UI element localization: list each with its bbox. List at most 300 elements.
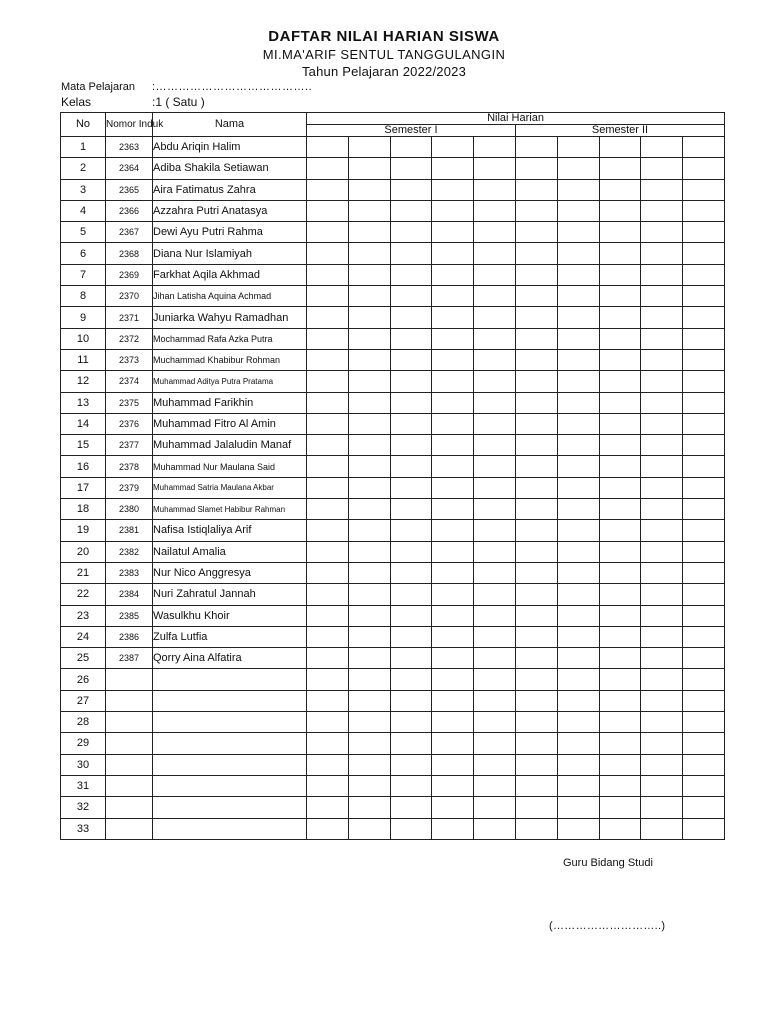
grade-cell-semester-1[interactable] <box>390 605 432 626</box>
grade-cell-semester-2[interactable] <box>599 712 641 733</box>
grade-cell-semester-1[interactable] <box>474 456 516 477</box>
grade-cell-semester-1[interactable] <box>390 584 432 605</box>
grade-cell-semester-2[interactable] <box>641 307 683 328</box>
grade-cell-semester-2[interactable] <box>557 307 599 328</box>
grade-cell-semester-1[interactable] <box>390 137 432 158</box>
grade-cell-semester-1[interactable] <box>432 243 474 264</box>
grade-cell-semester-2[interactable] <box>515 669 557 690</box>
grade-cell-semester-2[interactable] <box>557 222 599 243</box>
grade-cell-semester-2[interactable] <box>599 307 641 328</box>
grade-cell-semester-1[interactable] <box>307 669 349 690</box>
grade-cell-semester-2[interactable] <box>557 200 599 221</box>
grade-cell-semester-1[interactable] <box>390 349 432 370</box>
grade-cell-semester-2[interactable] <box>599 328 641 349</box>
grade-cell-semester-2[interactable] <box>641 392 683 413</box>
grade-cell-semester-1[interactable] <box>348 392 390 413</box>
grade-cell-semester-2[interactable] <box>515 626 557 647</box>
grade-cell-semester-2[interactable] <box>683 307 725 328</box>
grade-cell-semester-1[interactable] <box>474 584 516 605</box>
grade-cell-semester-2[interactable] <box>641 669 683 690</box>
grade-cell-semester-2[interactable] <box>557 733 599 754</box>
grade-cell-semester-1[interactable] <box>307 435 349 456</box>
grade-cell-semester-1[interactable] <box>474 222 516 243</box>
grade-cell-semester-2[interactable] <box>641 584 683 605</box>
grade-cell-semester-1[interactable] <box>432 307 474 328</box>
grade-cell-semester-1[interactable] <box>307 392 349 413</box>
grade-cell-semester-2[interactable] <box>599 392 641 413</box>
grade-cell-semester-1[interactable] <box>432 754 474 775</box>
grade-cell-semester-1[interactable] <box>307 200 349 221</box>
grade-cell-semester-2[interactable] <box>599 137 641 158</box>
grade-cell-semester-2[interactable] <box>515 435 557 456</box>
grade-cell-semester-1[interactable] <box>348 520 390 541</box>
grade-cell-semester-1[interactable] <box>432 158 474 179</box>
grade-cell-semester-1[interactable] <box>474 626 516 647</box>
grade-cell-semester-1[interactable] <box>307 733 349 754</box>
grade-cell-semester-1[interactable] <box>474 775 516 796</box>
grade-cell-semester-1[interactable] <box>432 690 474 711</box>
grade-cell-semester-1[interactable] <box>390 200 432 221</box>
grade-cell-semester-2[interactable] <box>641 328 683 349</box>
grade-cell-semester-1[interactable] <box>432 648 474 669</box>
grade-cell-semester-1[interactable] <box>390 690 432 711</box>
grade-cell-semester-1[interactable] <box>390 222 432 243</box>
grade-cell-semester-2[interactable] <box>515 520 557 541</box>
grade-cell-semester-2[interactable] <box>515 562 557 583</box>
grade-cell-semester-2[interactable] <box>683 605 725 626</box>
grade-cell-semester-1[interactable] <box>307 605 349 626</box>
grade-cell-semester-1[interactable] <box>348 349 390 370</box>
grade-cell-semester-1[interactable] <box>432 499 474 520</box>
grade-cell-semester-2[interactable] <box>641 562 683 583</box>
grade-cell-semester-1[interactable] <box>390 371 432 392</box>
grade-cell-semester-1[interactable] <box>432 328 474 349</box>
grade-cell-semester-1[interactable] <box>432 179 474 200</box>
grade-cell-semester-1[interactable] <box>307 477 349 498</box>
grade-cell-semester-1[interactable] <box>474 562 516 583</box>
grade-cell-semester-1[interactable] <box>474 328 516 349</box>
grade-cell-semester-2[interactable] <box>641 499 683 520</box>
grade-cell-semester-1[interactable] <box>348 712 390 733</box>
grade-cell-semester-1[interactable] <box>390 264 432 285</box>
grade-cell-semester-2[interactable] <box>641 818 683 839</box>
grade-cell-semester-1[interactable] <box>348 456 390 477</box>
grade-cell-semester-1[interactable] <box>390 179 432 200</box>
grade-cell-semester-1[interactable] <box>307 413 349 434</box>
grade-cell-semester-2[interactable] <box>683 371 725 392</box>
grade-cell-semester-1[interactable] <box>432 200 474 221</box>
grade-cell-semester-1[interactable] <box>474 200 516 221</box>
grade-cell-semester-2[interactable] <box>557 626 599 647</box>
grade-cell-semester-1[interactable] <box>348 371 390 392</box>
grade-cell-semester-1[interactable] <box>432 456 474 477</box>
grade-cell-semester-1[interactable] <box>390 499 432 520</box>
grade-cell-semester-1[interactable] <box>390 775 432 796</box>
grade-cell-semester-2[interactable] <box>641 179 683 200</box>
grade-cell-semester-2[interactable] <box>641 222 683 243</box>
grade-cell-semester-2[interactable] <box>515 371 557 392</box>
grade-cell-semester-1[interactable] <box>474 307 516 328</box>
grade-cell-semester-2[interactable] <box>683 754 725 775</box>
grade-cell-semester-2[interactable] <box>683 392 725 413</box>
grade-cell-semester-2[interactable] <box>557 669 599 690</box>
grade-cell-semester-2[interactable] <box>515 328 557 349</box>
grade-cell-semester-2[interactable] <box>641 371 683 392</box>
grade-cell-semester-1[interactable] <box>307 797 349 818</box>
grade-cell-semester-2[interactable] <box>557 648 599 669</box>
grade-cell-semester-1[interactable] <box>307 222 349 243</box>
grade-cell-semester-2[interactable] <box>683 648 725 669</box>
grade-cell-semester-1[interactable] <box>390 392 432 413</box>
grade-cell-semester-2[interactable] <box>641 605 683 626</box>
grade-cell-semester-1[interactable] <box>474 733 516 754</box>
grade-cell-semester-2[interactable] <box>683 477 725 498</box>
grade-cell-semester-2[interactable] <box>641 243 683 264</box>
grade-cell-semester-1[interactable] <box>390 158 432 179</box>
grade-cell-semester-2[interactable] <box>557 562 599 583</box>
grade-cell-semester-2[interactable] <box>557 243 599 264</box>
grade-cell-semester-1[interactable] <box>390 818 432 839</box>
grade-cell-semester-1[interactable] <box>307 775 349 796</box>
grade-cell-semester-1[interactable] <box>432 371 474 392</box>
grade-cell-semester-1[interactable] <box>432 584 474 605</box>
grade-cell-semester-2[interactable] <box>557 264 599 285</box>
grade-cell-semester-1[interactable] <box>348 137 390 158</box>
grade-cell-semester-1[interactable] <box>432 222 474 243</box>
grade-cell-semester-2[interactable] <box>599 626 641 647</box>
grade-cell-semester-2[interactable] <box>515 286 557 307</box>
grade-cell-semester-2[interactable] <box>641 754 683 775</box>
grade-cell-semester-1[interactable] <box>390 328 432 349</box>
grade-cell-semester-1[interactable] <box>348 605 390 626</box>
grade-cell-semester-2[interactable] <box>557 499 599 520</box>
grade-cell-semester-2[interactable] <box>641 158 683 179</box>
grade-cell-semester-1[interactable] <box>390 669 432 690</box>
grade-cell-semester-1[interactable] <box>432 392 474 413</box>
grade-cell-semester-2[interactable] <box>599 775 641 796</box>
grade-cell-semester-1[interactable] <box>474 435 516 456</box>
grade-cell-semester-2[interactable] <box>599 435 641 456</box>
grade-cell-semester-1[interactable] <box>390 626 432 647</box>
grade-cell-semester-2[interactable] <box>599 222 641 243</box>
grade-cell-semester-2[interactable] <box>515 648 557 669</box>
grade-cell-semester-2[interactable] <box>515 264 557 285</box>
grade-cell-semester-2[interactable] <box>683 562 725 583</box>
grade-cell-semester-1[interactable] <box>390 648 432 669</box>
grade-cell-semester-1[interactable] <box>432 818 474 839</box>
grade-cell-semester-2[interactable] <box>515 413 557 434</box>
grade-cell-semester-2[interactable] <box>515 818 557 839</box>
grade-cell-semester-2[interactable] <box>641 733 683 754</box>
grade-cell-semester-1[interactable] <box>307 137 349 158</box>
grade-cell-semester-2[interactable] <box>683 797 725 818</box>
grade-cell-semester-1[interactable] <box>307 307 349 328</box>
grade-cell-semester-1[interactable] <box>432 541 474 562</box>
grade-cell-semester-2[interactable] <box>515 222 557 243</box>
grade-cell-semester-2[interactable] <box>599 584 641 605</box>
grade-cell-semester-1[interactable] <box>474 286 516 307</box>
grade-cell-semester-1[interactable] <box>307 158 349 179</box>
grade-cell-semester-2[interactable] <box>557 520 599 541</box>
grade-cell-semester-1[interactable] <box>432 349 474 370</box>
grade-cell-semester-1[interactable] <box>307 179 349 200</box>
grade-cell-semester-2[interactable] <box>515 733 557 754</box>
grade-cell-semester-1[interactable] <box>348 775 390 796</box>
grade-cell-semester-1[interactable] <box>307 626 349 647</box>
grade-cell-semester-2[interactable] <box>683 541 725 562</box>
grade-cell-semester-1[interactable] <box>474 797 516 818</box>
grade-cell-semester-2[interactable] <box>557 179 599 200</box>
grade-cell-semester-2[interactable] <box>557 456 599 477</box>
grade-cell-semester-2[interactable] <box>515 349 557 370</box>
grade-cell-semester-2[interactable] <box>515 605 557 626</box>
grade-cell-semester-2[interactable] <box>515 690 557 711</box>
grade-cell-semester-1[interactable] <box>307 264 349 285</box>
grade-cell-semester-2[interactable] <box>599 413 641 434</box>
grade-cell-semester-2[interactable] <box>641 648 683 669</box>
grade-cell-semester-2[interactable] <box>599 690 641 711</box>
grade-cell-semester-1[interactable] <box>307 243 349 264</box>
grade-cell-semester-1[interactable] <box>432 775 474 796</box>
grade-cell-semester-1[interactable] <box>474 349 516 370</box>
grade-cell-semester-1[interactable] <box>432 712 474 733</box>
grade-cell-semester-2[interactable] <box>515 200 557 221</box>
grade-cell-semester-2[interactable] <box>515 499 557 520</box>
grade-cell-semester-2[interactable] <box>683 626 725 647</box>
grade-cell-semester-1[interactable] <box>432 562 474 583</box>
grade-cell-semester-2[interactable] <box>683 137 725 158</box>
grade-cell-semester-2[interactable] <box>557 754 599 775</box>
grade-cell-semester-2[interactable] <box>683 775 725 796</box>
grade-cell-semester-2[interactable] <box>515 243 557 264</box>
grade-cell-semester-1[interactable] <box>348 477 390 498</box>
grade-cell-semester-2[interactable] <box>683 435 725 456</box>
grade-cell-semester-2[interactable] <box>557 413 599 434</box>
grade-cell-semester-2[interactable] <box>683 222 725 243</box>
grade-cell-semester-2[interactable] <box>641 797 683 818</box>
grade-cell-semester-2[interactable] <box>599 562 641 583</box>
grade-cell-semester-1[interactable] <box>432 605 474 626</box>
grade-cell-semester-1[interactable] <box>348 669 390 690</box>
grade-cell-semester-1[interactable] <box>474 371 516 392</box>
grade-cell-semester-1[interactable] <box>348 435 390 456</box>
grade-cell-semester-2[interactable] <box>599 477 641 498</box>
grade-cell-semester-2[interactable] <box>599 349 641 370</box>
grade-cell-semester-2[interactable] <box>599 648 641 669</box>
grade-cell-semester-1[interactable] <box>474 669 516 690</box>
grade-cell-semester-2[interactable] <box>515 541 557 562</box>
grade-cell-semester-1[interactable] <box>348 158 390 179</box>
grade-cell-semester-2[interactable] <box>515 712 557 733</box>
grade-cell-semester-1[interactable] <box>474 137 516 158</box>
grade-cell-semester-1[interactable] <box>348 733 390 754</box>
grade-cell-semester-2[interactable] <box>683 328 725 349</box>
grade-cell-semester-2[interactable] <box>641 520 683 541</box>
grade-cell-semester-2[interactable] <box>641 200 683 221</box>
grade-cell-semester-2[interactable] <box>557 477 599 498</box>
grade-cell-semester-1[interactable] <box>474 712 516 733</box>
grade-cell-semester-1[interactable] <box>307 286 349 307</box>
grade-cell-semester-1[interactable] <box>307 584 349 605</box>
grade-cell-semester-2[interactable] <box>641 286 683 307</box>
grade-cell-semester-1[interactable] <box>474 477 516 498</box>
grade-cell-semester-1[interactable] <box>348 797 390 818</box>
grade-cell-semester-2[interactable] <box>557 328 599 349</box>
grade-cell-semester-2[interactable] <box>599 605 641 626</box>
grade-cell-semester-2[interactable] <box>599 541 641 562</box>
grade-cell-semester-2[interactable] <box>557 286 599 307</box>
grade-cell-semester-1[interactable] <box>390 733 432 754</box>
grade-cell-semester-1[interactable] <box>474 520 516 541</box>
grade-cell-semester-2[interactable] <box>557 137 599 158</box>
grade-cell-semester-1[interactable] <box>432 520 474 541</box>
grade-cell-semester-1[interactable] <box>474 392 516 413</box>
grade-cell-semester-2[interactable] <box>683 413 725 434</box>
grade-cell-semester-1[interactable] <box>432 797 474 818</box>
grade-cell-semester-1[interactable] <box>474 541 516 562</box>
grade-cell-semester-1[interactable] <box>432 137 474 158</box>
grade-cell-semester-2[interactable] <box>683 690 725 711</box>
grade-cell-semester-2[interactable] <box>641 712 683 733</box>
grade-cell-semester-2[interactable] <box>515 456 557 477</box>
grade-cell-semester-1[interactable] <box>474 264 516 285</box>
grade-cell-semester-2[interactable] <box>599 243 641 264</box>
grade-cell-semester-1[interactable] <box>348 264 390 285</box>
grade-cell-semester-1[interactable] <box>348 286 390 307</box>
grade-cell-semester-2[interactable] <box>515 754 557 775</box>
grade-cell-semester-1[interactable] <box>348 243 390 264</box>
grade-cell-semester-1[interactable] <box>307 349 349 370</box>
grade-cell-semester-1[interactable] <box>307 690 349 711</box>
grade-cell-semester-1[interactable] <box>474 754 516 775</box>
grade-cell-semester-1[interactable] <box>348 584 390 605</box>
grade-cell-semester-1[interactable] <box>432 264 474 285</box>
grade-cell-semester-1[interactable] <box>348 626 390 647</box>
grade-cell-semester-2[interactable] <box>515 477 557 498</box>
grade-cell-semester-2[interactable] <box>641 690 683 711</box>
grade-cell-semester-2[interactable] <box>641 456 683 477</box>
grade-cell-semester-2[interactable] <box>641 626 683 647</box>
grade-cell-semester-1[interactable] <box>432 626 474 647</box>
grade-cell-semester-2[interactable] <box>683 264 725 285</box>
grade-cell-semester-2[interactable] <box>641 413 683 434</box>
grade-cell-semester-2[interactable] <box>599 733 641 754</box>
grade-cell-semester-1[interactable] <box>474 818 516 839</box>
grade-cell-semester-2[interactable] <box>599 264 641 285</box>
grade-cell-semester-2[interactable] <box>683 286 725 307</box>
grade-cell-semester-2[interactable] <box>599 371 641 392</box>
grade-cell-semester-1[interactable] <box>390 562 432 583</box>
grade-cell-semester-2[interactable] <box>557 541 599 562</box>
grade-cell-semester-1[interactable] <box>307 712 349 733</box>
grade-cell-semester-1[interactable] <box>390 243 432 264</box>
grade-cell-semester-2[interactable] <box>557 349 599 370</box>
grade-cell-semester-1[interactable] <box>348 648 390 669</box>
grade-cell-semester-1[interactable] <box>307 328 349 349</box>
grade-cell-semester-1[interactable] <box>348 222 390 243</box>
grade-cell-semester-1[interactable] <box>348 541 390 562</box>
grade-cell-semester-1[interactable] <box>474 179 516 200</box>
grade-cell-semester-2[interactable] <box>641 541 683 562</box>
grade-cell-semester-1[interactable] <box>390 520 432 541</box>
grade-cell-semester-2[interactable] <box>515 307 557 328</box>
grade-cell-semester-2[interactable] <box>683 520 725 541</box>
grade-cell-semester-1[interactable] <box>390 456 432 477</box>
grade-cell-semester-1[interactable] <box>348 179 390 200</box>
grade-cell-semester-1[interactable] <box>348 200 390 221</box>
grade-cell-semester-1[interactable] <box>307 499 349 520</box>
grade-cell-semester-1[interactable] <box>390 435 432 456</box>
grade-cell-semester-1[interactable] <box>307 818 349 839</box>
grade-cell-semester-2[interactable] <box>557 775 599 796</box>
grade-cell-semester-2[interactable] <box>557 158 599 179</box>
grade-cell-semester-1[interactable] <box>432 413 474 434</box>
grade-cell-semester-2[interactable] <box>599 669 641 690</box>
grade-cell-semester-2[interactable] <box>599 179 641 200</box>
grade-cell-semester-1[interactable] <box>348 562 390 583</box>
grade-cell-semester-2[interactable] <box>515 392 557 413</box>
grade-cell-semester-1[interactable] <box>474 413 516 434</box>
grade-cell-semester-1[interactable] <box>390 797 432 818</box>
grade-cell-semester-1[interactable] <box>307 754 349 775</box>
grade-cell-semester-2[interactable] <box>599 797 641 818</box>
grade-cell-semester-2[interactable] <box>557 392 599 413</box>
grade-cell-semester-1[interactable] <box>390 754 432 775</box>
grade-cell-semester-2[interactable] <box>515 137 557 158</box>
grade-cell-semester-1[interactable] <box>474 499 516 520</box>
grade-cell-semester-2[interactable] <box>557 690 599 711</box>
grade-cell-semester-2[interactable] <box>599 158 641 179</box>
grade-cell-semester-2[interactable] <box>557 605 599 626</box>
grade-cell-semester-1[interactable] <box>348 690 390 711</box>
grade-cell-semester-2[interactable] <box>641 137 683 158</box>
grade-cell-semester-1[interactable] <box>390 307 432 328</box>
grade-cell-semester-1[interactable] <box>348 328 390 349</box>
grade-cell-semester-1[interactable] <box>474 158 516 179</box>
grade-cell-semester-1[interactable] <box>474 690 516 711</box>
grade-cell-semester-2[interactable] <box>683 584 725 605</box>
grade-cell-semester-2[interactable] <box>683 349 725 370</box>
grade-cell-semester-1[interactable] <box>432 477 474 498</box>
grade-cell-semester-1[interactable] <box>307 562 349 583</box>
grade-cell-semester-2[interactable] <box>599 200 641 221</box>
grade-cell-semester-1[interactable] <box>390 712 432 733</box>
grade-cell-semester-2[interactable] <box>599 456 641 477</box>
grade-cell-semester-2[interactable] <box>557 435 599 456</box>
grade-cell-semester-1[interactable] <box>474 605 516 626</box>
grade-cell-semester-2[interactable] <box>557 818 599 839</box>
grade-cell-semester-2[interactable] <box>641 435 683 456</box>
grade-cell-semester-2[interactable] <box>599 499 641 520</box>
grade-cell-semester-2[interactable] <box>515 775 557 796</box>
grade-cell-semester-1[interactable] <box>307 371 349 392</box>
grade-cell-semester-2[interactable] <box>515 797 557 818</box>
grade-cell-semester-2[interactable] <box>683 243 725 264</box>
grade-cell-semester-2[interactable] <box>515 584 557 605</box>
grade-cell-semester-1[interactable] <box>474 243 516 264</box>
grade-cell-semester-2[interactable] <box>683 179 725 200</box>
grade-cell-semester-1[interactable] <box>432 286 474 307</box>
grade-cell-semester-1[interactable] <box>307 520 349 541</box>
grade-cell-semester-1[interactable] <box>390 286 432 307</box>
grade-cell-semester-2[interactable] <box>683 200 725 221</box>
grade-cell-semester-1[interactable] <box>348 307 390 328</box>
grade-cell-semester-2[interactable] <box>557 797 599 818</box>
grade-cell-semester-1[interactable] <box>390 413 432 434</box>
grade-cell-semester-2[interactable] <box>683 733 725 754</box>
grade-cell-semester-1[interactable] <box>390 477 432 498</box>
grade-cell-semester-2[interactable] <box>641 264 683 285</box>
